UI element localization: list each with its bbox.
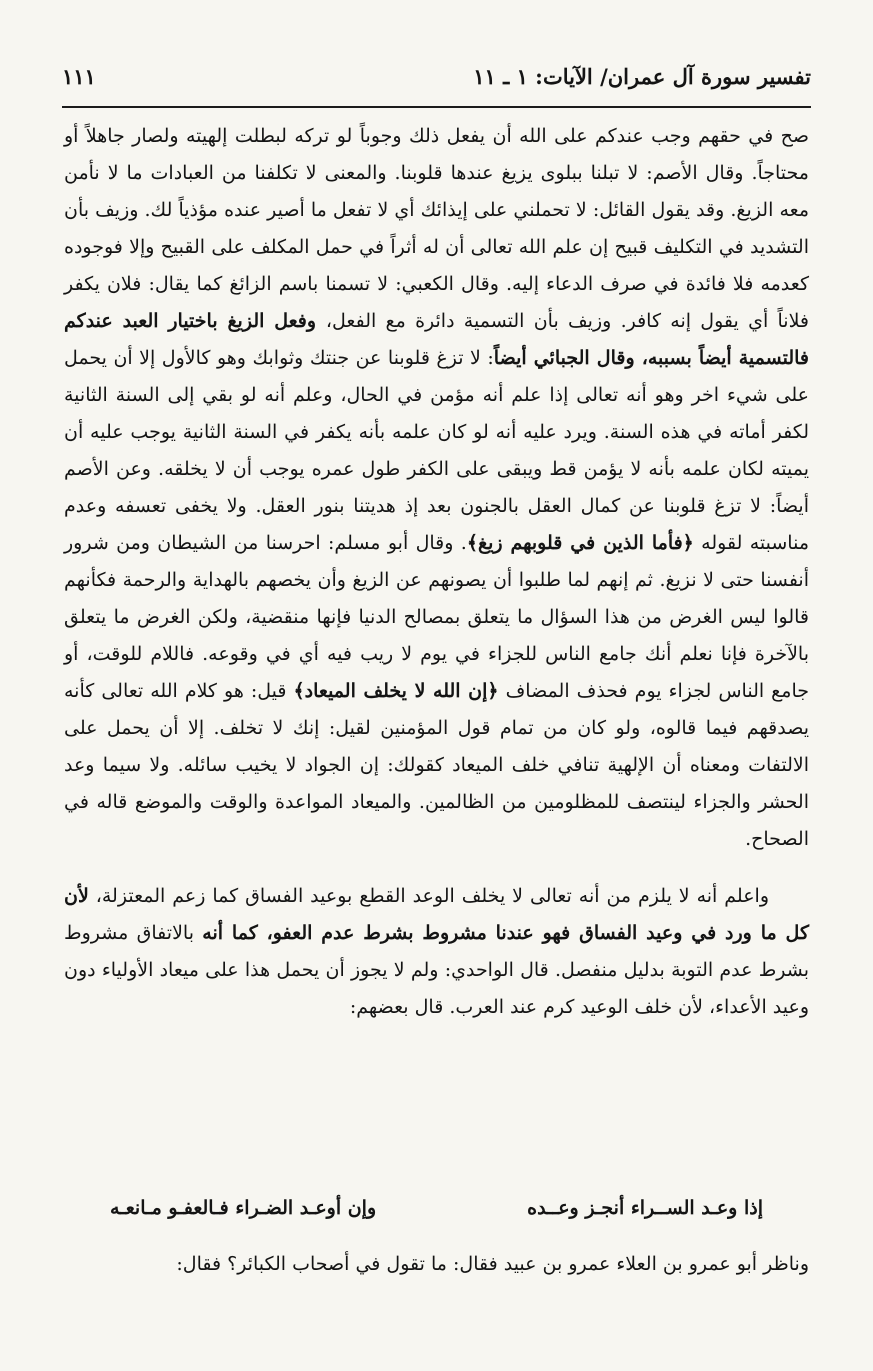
bold-text-run: لأن كل ما ورد في وعيد الفساق فهو عندنا مشروط بشرط عدم العفو، كما أنه bbox=[64, 885, 809, 944]
quran-quote: ﴿إن الله لا يخلف الميعاد﴾ bbox=[293, 680, 499, 702]
text-run: قيل: هو كلام الله تعالى كأنه يصدقهم فيما قالوه، ولو كان من تمام قول المؤمنين لقيل: إنك لا تخلف. إلا أن يحمل على الالتفات ومعناه أن الإلهية تنافي خلف الميعاد كقولك: إن الجواد لا يخيب سائله. ولا سيما وعد الحشر والجزاء لينتصف للمظلومين من الظالمين. والميعاد المواعدة والوقت والموضع قاله في الصحاح. bbox=[64, 680, 809, 850]
paragraph-1 bbox=[64, 118, 809, 858]
second-hemistich: وإن أوعـد الضـراء فـالعفـو مـانعـه bbox=[110, 1197, 377, 1219]
text-run: صح في حقهم وجب عندكم على الله أن يفعل ذلك وجوباً لو تركه لبطلت إلهيته ولصار جاهلاً أو محتاجاً. وقال الأصم: لا تبلنا ببلوى يزيغ عندها قلوبنا. والمعنى لا تكلفنا من العبادات ما لا نأمن معه الزيغ. وقد يقول القائل: لا تحملني على إيذائك أي لا تفعل ما أصير عنده مؤذياً لك. وزيف بأن التشديد في التكليف قبيح إن علم الله تعالى أن له أثراً في حمل المكلف على القبيح وإلا فوجوده كعدمه فلا فائدة في صرف الدعاء إليه. وقال الكعبي: لا تسمنا باسم الزائغ كما يقال: فلان يكفر فلاناً أي يقول إنه كافر. وزيف بأن التسمية دائرة مع الفعل، bbox=[64, 125, 809, 332]
running-title: تفسير سورة آل عمران/ الآيات: ١ ـ ١١ bbox=[473, 64, 811, 89]
text-run: واعلم أنه لا يلزم من أنه تعالى لا يخلف الوعد القطع بوعيد الفساق كما زعم المعتزلة، bbox=[88, 885, 769, 907]
bold-text-run: وفعل الزيغ باختيار العبد عندكم فالتسمية أيضاً بسببه، وقال الجبائي أيضاً bbox=[64, 310, 809, 369]
text-run: . وقال أبو مسلم: احرسنا من الشيطان ومن شرور أنفسنا حتى لا نزيغ. ثم إنهم لما طلبوا أن يصونهم عن الزيغ وأن يخصهم بالهداية والرحمة فكأنهم قالوا ليس الغرض من هذا السؤال ما يتعلق بمصالح الدنيا فإنها منقضية، ولكن الغرض ما يتعلق بالآخرة فإنا نعلم أنك جامع الناس للجزاء في يوم لا ريب فيه أي في وقوعه. فاللام للوقت، أو جامع الناس لجزاء يوم فحذف المضاف bbox=[64, 532, 809, 702]
page-number: ١١١ bbox=[62, 64, 96, 89]
last-line: وناظر أبو عمرو بن العلاء عمرو بن عبيد فقال: ما تقول في أصحاب الكبائر؟ فقال: bbox=[176, 1253, 809, 1275]
poetry-verse bbox=[110, 1197, 763, 1237]
quran-quote: ﴿فأما الذين في قلوبهم زيغ﴾ bbox=[466, 532, 694, 554]
first-hemistich: إذا وعـد الســراء أنجـز وعــده bbox=[527, 1197, 763, 1219]
text-run: بالاتفاق مشروط بشرط عدم التوبة بدليل منفصل. قال الواحدي: ولم لا يجوز أن يحمل هذا على ميعاد الأولياء دون وعيد الأعداء، لأن خلف الوعيد كرم عند العرب. قال بعضهم: bbox=[64, 922, 809, 1018]
body-text bbox=[64, 118, 809, 1026]
page-header bbox=[62, 58, 811, 102]
text-run: : لا تزغ قلوبنا عن جنتك وثوابك وهو كالأول إلا أن يحمل على شيء اخر وهو أنه تعالى إذا علم أنه مؤمن في الحال، وعلم أنه لو بقي إلى السنة الثانية لكفر أماته في هذه السنة. ويرد عليه أنه لو كان علمه بأنه يكفر في السنة الثانية يوجب عليه أن يميته لكان علمه بأنه لا يؤمن قط ويبقى على الكفر طول عمره يوجب أن لا يخلقه. وعن الأصم أيضاً: لا تزغ قلوبنا عن كمال العقل بالجنون بعد إذ هديتنا بنور العقل. ولا يخفى تعسفه وعدم مناسبته لقوله bbox=[64, 347, 810, 554]
paragraph-2 bbox=[64, 878, 809, 1026]
header-rule bbox=[62, 106, 811, 108]
